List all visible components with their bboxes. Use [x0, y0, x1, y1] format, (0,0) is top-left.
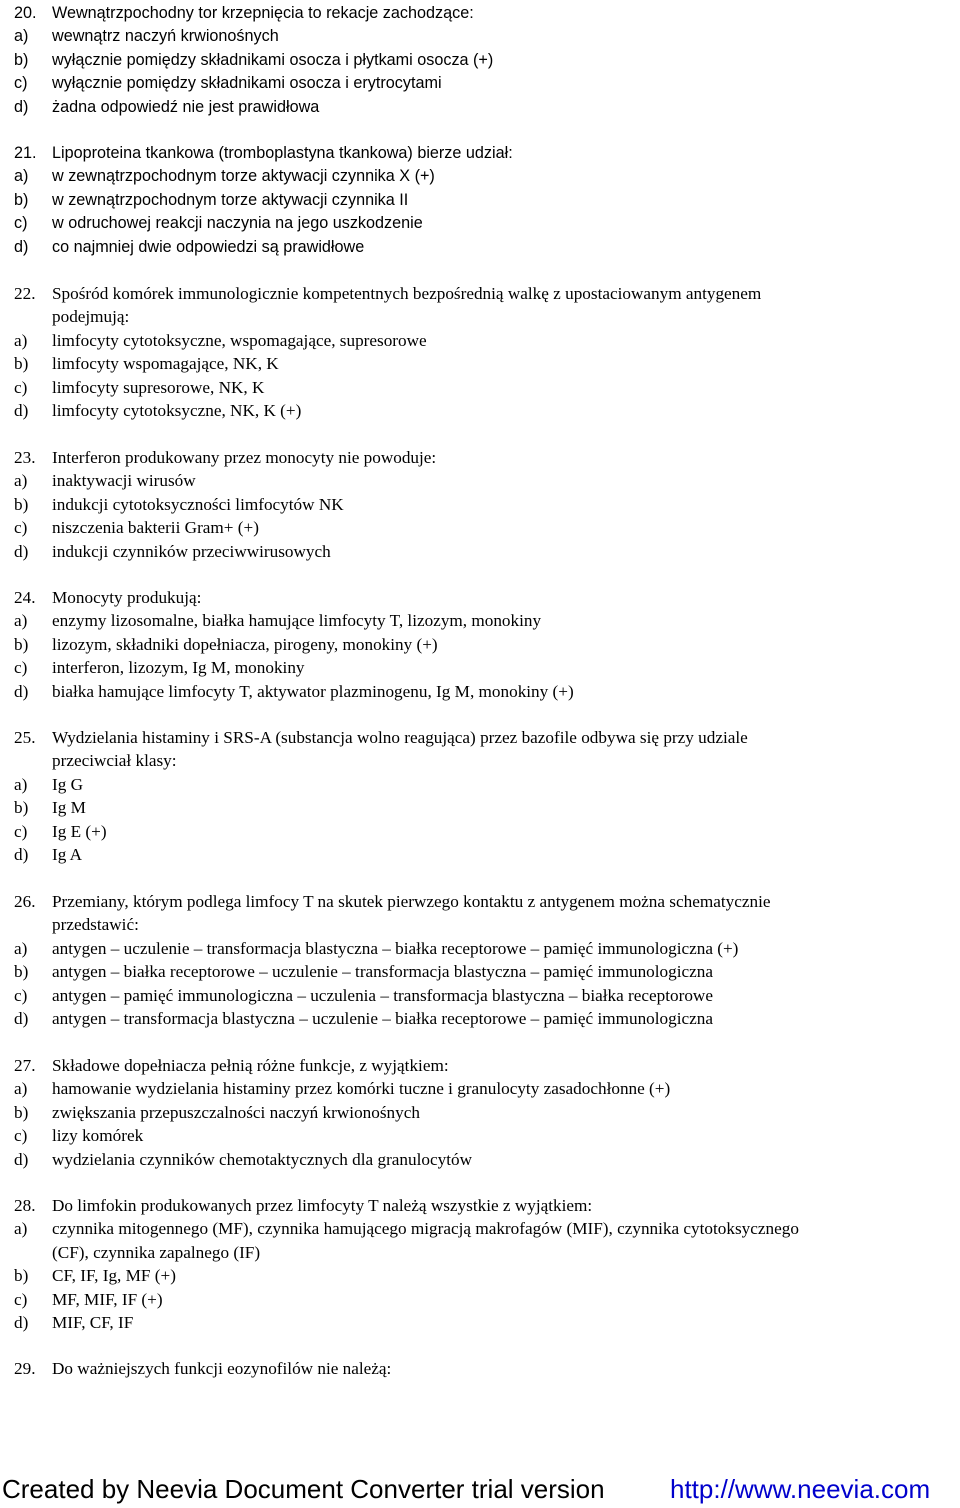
question-20: [0, 2, 960, 119]
answer-option: [0, 469, 960, 492]
question-22: [0, 282, 960, 422]
option-label: c): [14, 74, 28, 93]
question-stem: [0, 726, 960, 749]
question-stem: [0, 282, 960, 305]
question-27: [0, 1054, 960, 1171]
question-number: 28.: [14, 1196, 36, 1215]
answer-option: [0, 796, 960, 819]
answer-option: [0, 1264, 960, 1287]
option-text: inaktywacji wirusów: [52, 471, 196, 491]
option-text: wyłącznie pomiędzy składnikami osocza i erytrocytami: [52, 74, 442, 93]
question-text: podejmują:: [52, 307, 130, 327]
answer-option: [0, 773, 960, 796]
question-number: 24.: [14, 588, 36, 607]
option-label: c): [14, 821, 28, 841]
option-label: d): [14, 844, 29, 864]
answer-option: [0, 984, 960, 1007]
option-text: Ig A: [52, 844, 83, 864]
answer-option: [0, 212, 960, 235]
option-text: Ig M: [52, 798, 86, 818]
question-28: [0, 1194, 960, 1334]
question-text: Monocyty produkują:: [52, 588, 202, 607]
question-stem-continuation: [0, 749, 960, 772]
option-label: a): [14, 471, 28, 491]
option-text: antygen – transformacja blastyczna – uczulenie – białka receptorowe – pamięć immunologiczna: [52, 1008, 713, 1028]
option-label: a): [14, 27, 29, 46]
answer-option: [0, 1101, 960, 1124]
option-text: wydzielania czynników chemotaktycznych dla granulocytów: [52, 1149, 472, 1169]
question-stem: [0, 890, 960, 913]
option-label: a): [14, 611, 28, 631]
answer-option: [0, 680, 960, 703]
answer-option: [0, 1148, 960, 1171]
option-label: a): [14, 167, 29, 186]
option-label: d): [14, 237, 29, 256]
option-text: lizozym, składniki dopełniacza, pirogeny, monokiny (+): [52, 634, 438, 654]
question-stem: [0, 1054, 960, 1077]
question-26: [0, 890, 960, 1030]
option-text: MF, MIF, IF (+): [52, 1289, 163, 1309]
option-text: limfocyty cytotoksyczne, wspomagające, supresorowe: [52, 330, 427, 350]
answer-option: [0, 25, 960, 48]
question-stem: [0, 446, 960, 469]
option-label: d): [14, 1008, 29, 1028]
answer-option: [0, 516, 960, 539]
answer-option: [0, 189, 960, 212]
question-stem-continuation: [0, 305, 960, 328]
answer-option: [0, 72, 960, 95]
option-text: MIF, CF, IF: [52, 1312, 134, 1332]
option-label: d): [14, 541, 29, 561]
option-label: c): [14, 1126, 28, 1146]
option-label: c): [14, 658, 28, 678]
option-text: zwiększania przepuszczalności naczyń krwionośnych: [52, 1102, 420, 1122]
answer-option: [0, 609, 960, 632]
question-text: przedstawić:: [52, 915, 139, 935]
answer-option: [0, 236, 960, 259]
question-text: Do limfokin produkowanych przez limfocyty T należą wszystkie z wyjątkiem:: [52, 1196, 593, 1215]
answer-option: [0, 1007, 960, 1030]
answer-option: [0, 843, 960, 866]
answer-option: [0, 1241, 960, 1264]
option-label: b): [14, 50, 29, 69]
option-label: d): [14, 681, 29, 701]
question-text: Przemiany, którym podlega limfocy T na skutek pierwzego kontaktu z antygenem można schematycznie: [52, 892, 771, 911]
question-number: 20.: [14, 4, 37, 22]
answer-option: [0, 399, 960, 422]
question-23: [0, 446, 960, 563]
option-label: d): [14, 1312, 29, 1332]
question-text: Spośród komórek immunologicznie kompetentnych bezpośrednią walkę z upostaciowanym antygenem: [52, 284, 762, 303]
answer-option: [0, 376, 960, 399]
option-label: a): [14, 1219, 28, 1239]
option-text: CF, IF, Ig, MF (+): [52, 1266, 176, 1286]
question-25: [0, 726, 960, 866]
option-label: b): [14, 1102, 29, 1122]
question-29: [0, 1357, 960, 1380]
option-label: b): [14, 962, 29, 982]
option-text: w zewnątrzpochodnym torze aktywacji czynnika X (+): [52, 167, 435, 186]
answer-option: [0, 493, 960, 516]
option-text: limfocyty supresorowe, NK, K: [52, 377, 265, 397]
option-label: c): [14, 1289, 28, 1309]
question-stem-continuation: [0, 913, 960, 936]
answer-option: [0, 820, 960, 843]
answer-option: [0, 1077, 960, 1100]
question-number: 27.: [14, 1056, 36, 1075]
question-number: 23.: [14, 448, 36, 467]
watermark-link[interactable]: http://www.neevia.com: [670, 1474, 931, 1504]
option-label: c): [14, 377, 28, 397]
option-label: b): [14, 190, 29, 209]
option-label: a): [14, 938, 28, 958]
option-text: antygen – uczulenie – transformacja blastyczna – białka receptorowe – pamięć immunologiczna (+): [52, 938, 739, 958]
answer-option: [0, 352, 960, 375]
question-stem: [0, 1194, 960, 1217]
answer-option: [0, 49, 960, 72]
option-label: b): [14, 1266, 29, 1286]
option-label: c): [14, 214, 28, 233]
question-21: [0, 142, 960, 259]
answer-option: [0, 656, 960, 679]
question-text: Składowe dopełniacza pełnią różne funkcje, z wyjątkiem:: [52, 1056, 449, 1075]
option-text: czynnika mitogennego (MF), czynnika hamującego migracją makrofagów (MIF), czynnika cytotoksycznego: [52, 1219, 799, 1239]
option-text: niszczenia bakterii Gram+ (+): [52, 518, 259, 538]
option-text: antygen – białka receptorowe – uczulenie – transformacja blastyczna – pamięć immunologiczna: [52, 962, 713, 982]
option-text: antygen – pamięć immunologiczna – uczulenia – transformacja blastyczna – białka receptorowe: [52, 985, 713, 1005]
option-label: c): [14, 985, 28, 1005]
option-label: b): [14, 634, 29, 654]
answer-option: [0, 1217, 960, 1240]
answer-option: [0, 165, 960, 188]
option-text: (CF), czynnika zapalnego (IF): [52, 1242, 261, 1262]
option-text: interferon, lizozym, Ig M, monokiny: [52, 658, 305, 678]
option-label: b): [14, 798, 29, 818]
question-text: przeciwciał klasy:: [52, 751, 177, 771]
answer-option: [0, 1288, 960, 1311]
option-text: wewnątrz naczyń krwionośnych: [52, 27, 279, 46]
question-24: [0, 586, 960, 703]
option-label: d): [14, 1149, 29, 1169]
option-text: indukcji cytotoksyczności limfocytów NK: [52, 494, 344, 514]
option-label: d): [14, 400, 29, 420]
answer-option: [0, 937, 960, 960]
watermark-text: Created by Neevia Document Converter trial version: [2, 1474, 605, 1504]
watermark-footer: [0, 1470, 960, 1508]
question-stem: [0, 1357, 960, 1380]
question-text: Interferon produkowany przez monocyty nie powoduje:: [52, 448, 437, 467]
answer-option: [0, 96, 960, 119]
option-text: Ig E (+): [52, 821, 107, 841]
option-text: indukcji czynników przeciwwirusowych: [52, 541, 331, 561]
question-number: 25.: [14, 728, 36, 747]
option-label: b): [14, 354, 29, 374]
question-number: 22.: [14, 284, 36, 303]
option-text: co najmniej dwie odpowiedzi są prawidłowe: [52, 237, 365, 256]
answer-option: [0, 329, 960, 352]
option-text: limfocyty cytotoksyczne, NK, K (+): [52, 400, 302, 420]
option-text: lizy komórek: [52, 1126, 144, 1146]
option-label: d): [14, 97, 29, 116]
question-stem: [0, 142, 960, 165]
question-text: Do ważniejszych funkcji eozynofilów nie należą:: [52, 1359, 392, 1378]
option-label: a): [14, 774, 28, 794]
option-text: białka hamujące limfocyty T, aktywator plazminogenu, Ig M, monokiny (+): [52, 681, 574, 701]
option-text: hamowanie wydzielania histaminy przez komórki tuczne i granulocyty zasadochłonne (+): [52, 1079, 671, 1099]
option-text: w odruchowej reakcji naczynia na jego uszkodzenie: [52, 214, 423, 233]
option-label: b): [14, 494, 29, 514]
answer-option: [0, 633, 960, 656]
option-label: c): [14, 518, 28, 538]
answer-option: [0, 960, 960, 983]
question-stem: [0, 2, 960, 25]
answer-option: [0, 1311, 960, 1334]
question-text: Lipoproteina tkankowa (tromboplastyna tkankowa) bierze udział:: [52, 144, 513, 162]
question-text: Wydzielania histaminy i SRS-A (substancja wolno reagująca) przez bazofile odbywa się przy udziale: [52, 728, 748, 747]
option-text: limfocyty wspomagające, NK, K: [52, 354, 279, 374]
option-text: w zewnątrzpochodnym torze aktywacji czynnika II: [52, 190, 409, 209]
question-text: Wewnątrzpochodny tor krzepnięcia to rekacje zachodzące:: [52, 4, 474, 22]
answer-option: [0, 1124, 960, 1147]
answer-option: [0, 540, 960, 563]
question-number: 26.: [14, 892, 36, 911]
question-stem: [0, 586, 960, 609]
option-text: Ig G: [52, 774, 84, 794]
option-text: wyłącznie pomiędzy składnikami osocza i płytkami osocza (+): [52, 50, 494, 69]
question-number: 21.: [14, 144, 37, 162]
option-label: a): [14, 330, 28, 350]
question-number: 29.: [14, 1359, 36, 1378]
option-text: enzymy lizosomalne, białka hamujące limfocyty T, lizozym, monokiny: [52, 611, 542, 631]
option-label: a): [14, 1079, 28, 1099]
option-text: żadna odpowiedź nie jest prawidłowa: [52, 97, 320, 116]
